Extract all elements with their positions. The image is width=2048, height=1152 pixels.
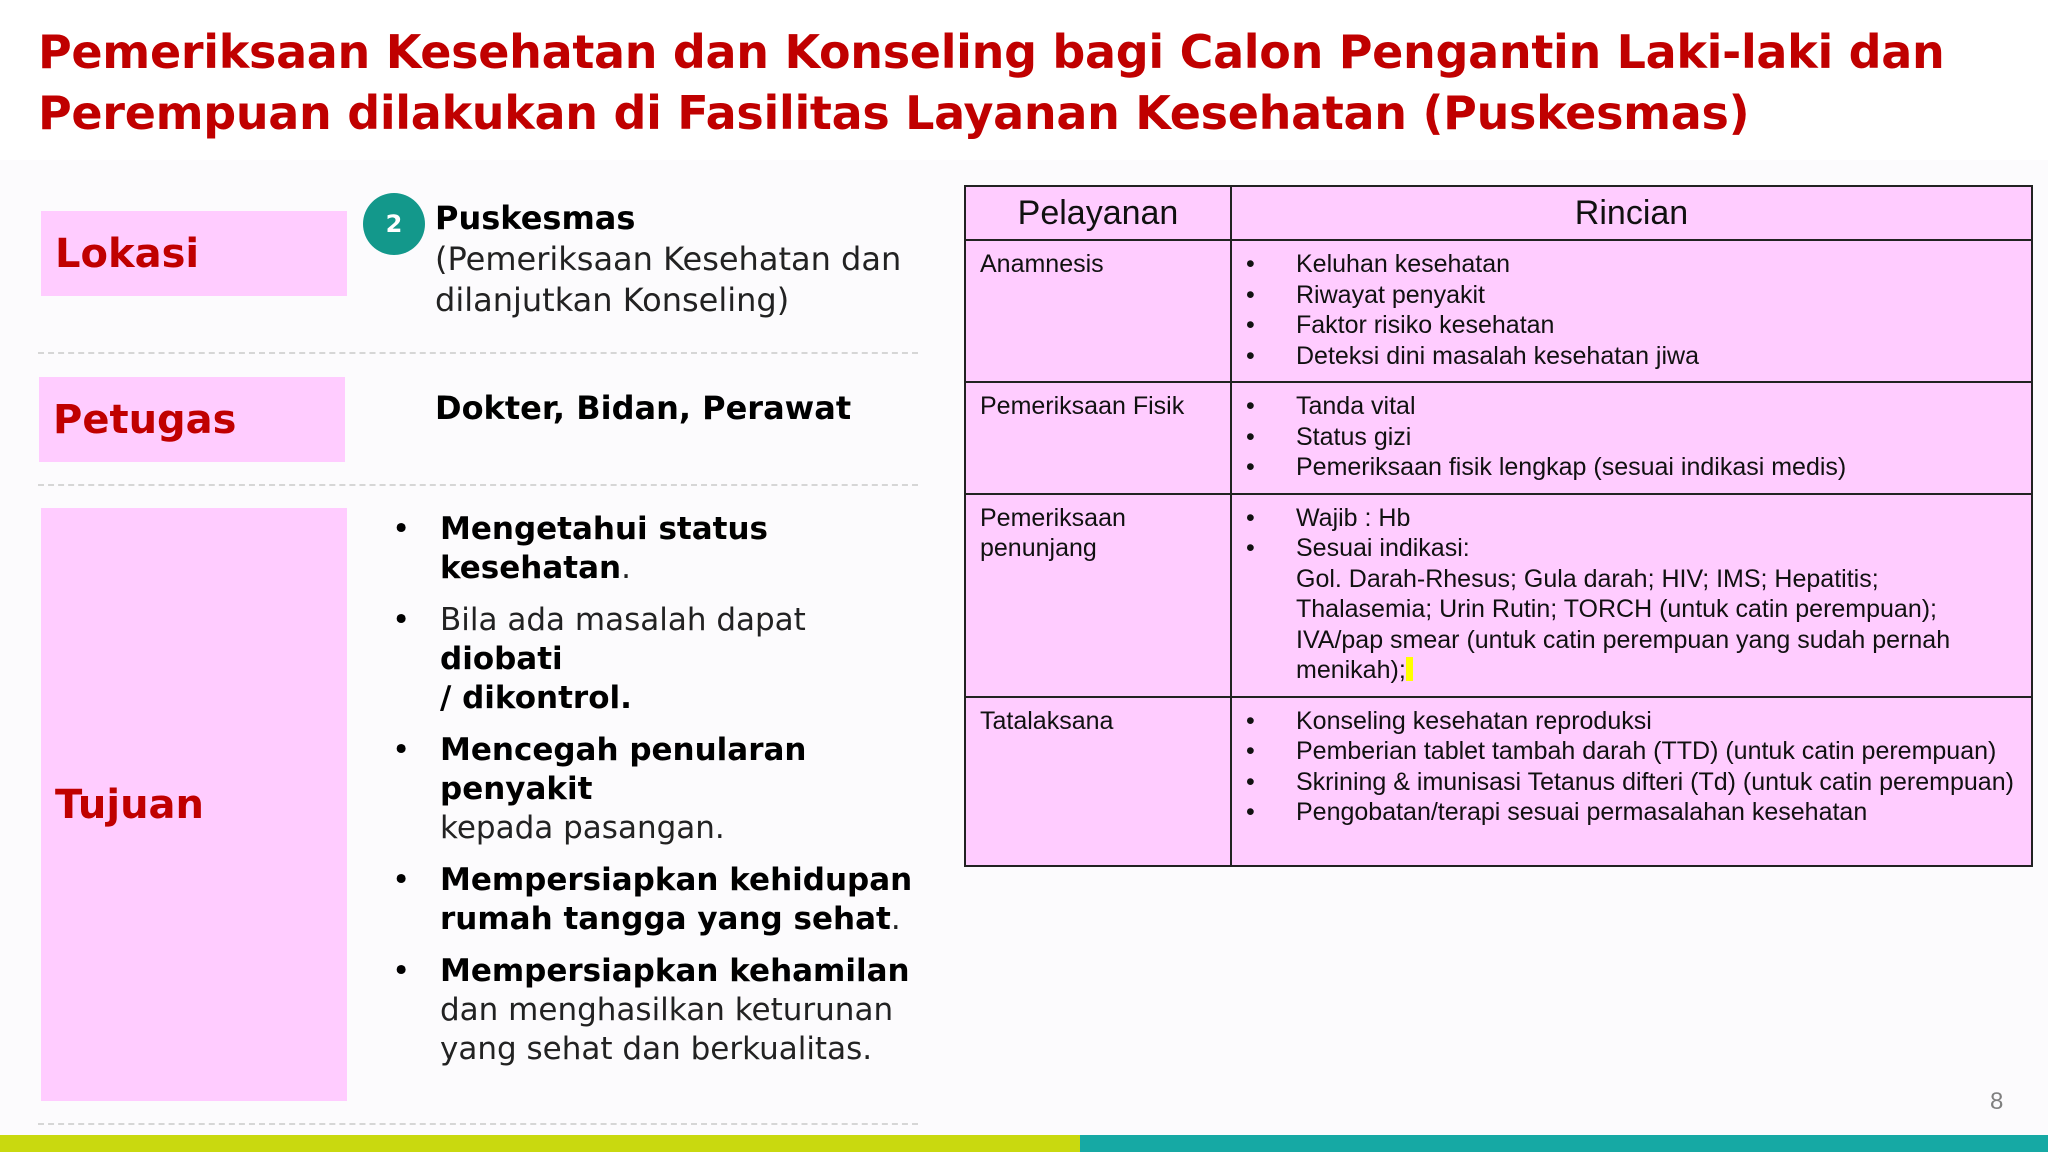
lokasi-description bbox=[435, 198, 915, 321]
cell-pelayanan: Tatalaksana bbox=[965, 697, 1231, 866]
title-line-1: Pemeriksaan Kesehatan dan Konseling bagi Calon Pengantin Laki-laki dan bbox=[38, 25, 1945, 79]
list-item: • Mempersiapkan kehidupan rumah tangga yang sehat. bbox=[380, 861, 920, 939]
list-item: • Pengobatan/terapi sesuai permasalahan kesehatan bbox=[1246, 797, 2017, 828]
list-item: • Mempersiapkan kehamilan dan menghasilkan keturunan yang sehat dan berkualitas. bbox=[380, 952, 920, 1069]
separator bbox=[38, 352, 918, 354]
lokasi-line: (Pemeriksaan Kesehatan dan bbox=[435, 240, 902, 278]
list-item: • Sesuai indikasi: bbox=[1246, 533, 2017, 564]
tujuan-list bbox=[380, 510, 920, 1082]
lokasi-line: dilanjutkan Konseling) bbox=[435, 281, 790, 319]
cell-text-line: IVA/pap smear (untuk catin perempuan yang sudah pernah bbox=[1296, 625, 1951, 654]
cell-rincian bbox=[1231, 697, 2032, 866]
list-item: • Bila ada masalah dapat diobati / dikontrol. bbox=[380, 601, 920, 718]
list-item: • Faktor risiko kesehatan bbox=[1246, 310, 2017, 341]
list-item: • Keluhan kesehatan bbox=[1246, 249, 2017, 280]
cell-rincian bbox=[1231, 382, 2032, 494]
cell-text-line: Pemeriksaan bbox=[980, 503, 1126, 532]
table-row bbox=[965, 494, 2032, 697]
list-item: • Pemeriksaan fisik lengkap (sesuai indikasi medis) bbox=[1246, 452, 2017, 483]
list-item: • Wajib : Hb bbox=[1246, 503, 2017, 534]
cell-text-line: penunjang bbox=[980, 534, 1097, 562]
label-petugas: Petugas bbox=[39, 377, 345, 462]
list-item: • Mengetahui status kesehatan. bbox=[380, 510, 920, 588]
label-tujuan: Tujuan bbox=[41, 508, 347, 1101]
label-lokasi: Lokasi bbox=[41, 211, 347, 296]
separator bbox=[38, 484, 918, 486]
cell-rincian bbox=[1231, 494, 2032, 697]
footer-bar-yellow bbox=[0, 1135, 1080, 1152]
lokasi-heading: Puskesmas bbox=[435, 199, 636, 237]
list-item: • Skrining & imunisasi Tetanus difteri (Td) (untuk catin perempuan) bbox=[1246, 767, 2017, 798]
list-item: • Status gizi bbox=[1246, 422, 2017, 453]
footer-bar-teal bbox=[1080, 1135, 2048, 1152]
list-item: • Pemberian tablet tambah darah (TTD) (untuk catin perempuan) bbox=[1246, 736, 2017, 767]
cell-pelayanan: Pemeriksaan Fisik bbox=[965, 382, 1231, 494]
table-row bbox=[965, 382, 2032, 494]
column-header-rincian: Rincian bbox=[1231, 186, 2032, 240]
list-item: • Tanda vital bbox=[1246, 391, 2017, 422]
cell-text-line: Gol. Darah-Rhesus; Gula darah; HIV; IMS; Hepatitis; bbox=[1296, 564, 1879, 593]
petugas-text: Dokter, Bidan, Perawat bbox=[435, 389, 852, 427]
list-item: • Riwayat penyakit bbox=[1246, 280, 2017, 311]
cell-pelayanan bbox=[965, 494, 1231, 697]
separator bbox=[38, 1123, 918, 1125]
table-row bbox=[965, 240, 2032, 382]
list-item: • Konseling kesehatan reproduksi bbox=[1246, 706, 2017, 737]
cell-pelayanan: Anamnesis bbox=[965, 240, 1231, 382]
cell-text-line: Thalasemia; Urin Rutin; TORCH (untuk catin perempuan); bbox=[1296, 595, 1938, 623]
column-header-pelayanan: Pelayanan bbox=[965, 186, 1231, 240]
text-cursor-highlight bbox=[1406, 657, 1413, 681]
table-row bbox=[965, 697, 2032, 866]
list-item: • Mencegah penularan penyakit kepada pasangan. bbox=[380, 731, 920, 848]
step-number-badge: 2 bbox=[363, 193, 425, 255]
cell-rincian bbox=[1231, 240, 2032, 382]
services-table bbox=[964, 185, 2033, 867]
list-item: • Deteksi dini masalah kesehatan jiwa bbox=[1246, 341, 2017, 372]
table-header-row bbox=[965, 186, 2032, 240]
title-line-2: Perempuan dilakukan di Fasilitas Layanan Kesehatan (Puskesmas) bbox=[38, 86, 1750, 140]
slide-title bbox=[38, 22, 2018, 144]
page-number: 8 bbox=[1990, 1088, 2004, 1115]
cell-text-line: menikah); bbox=[1246, 655, 2017, 686]
